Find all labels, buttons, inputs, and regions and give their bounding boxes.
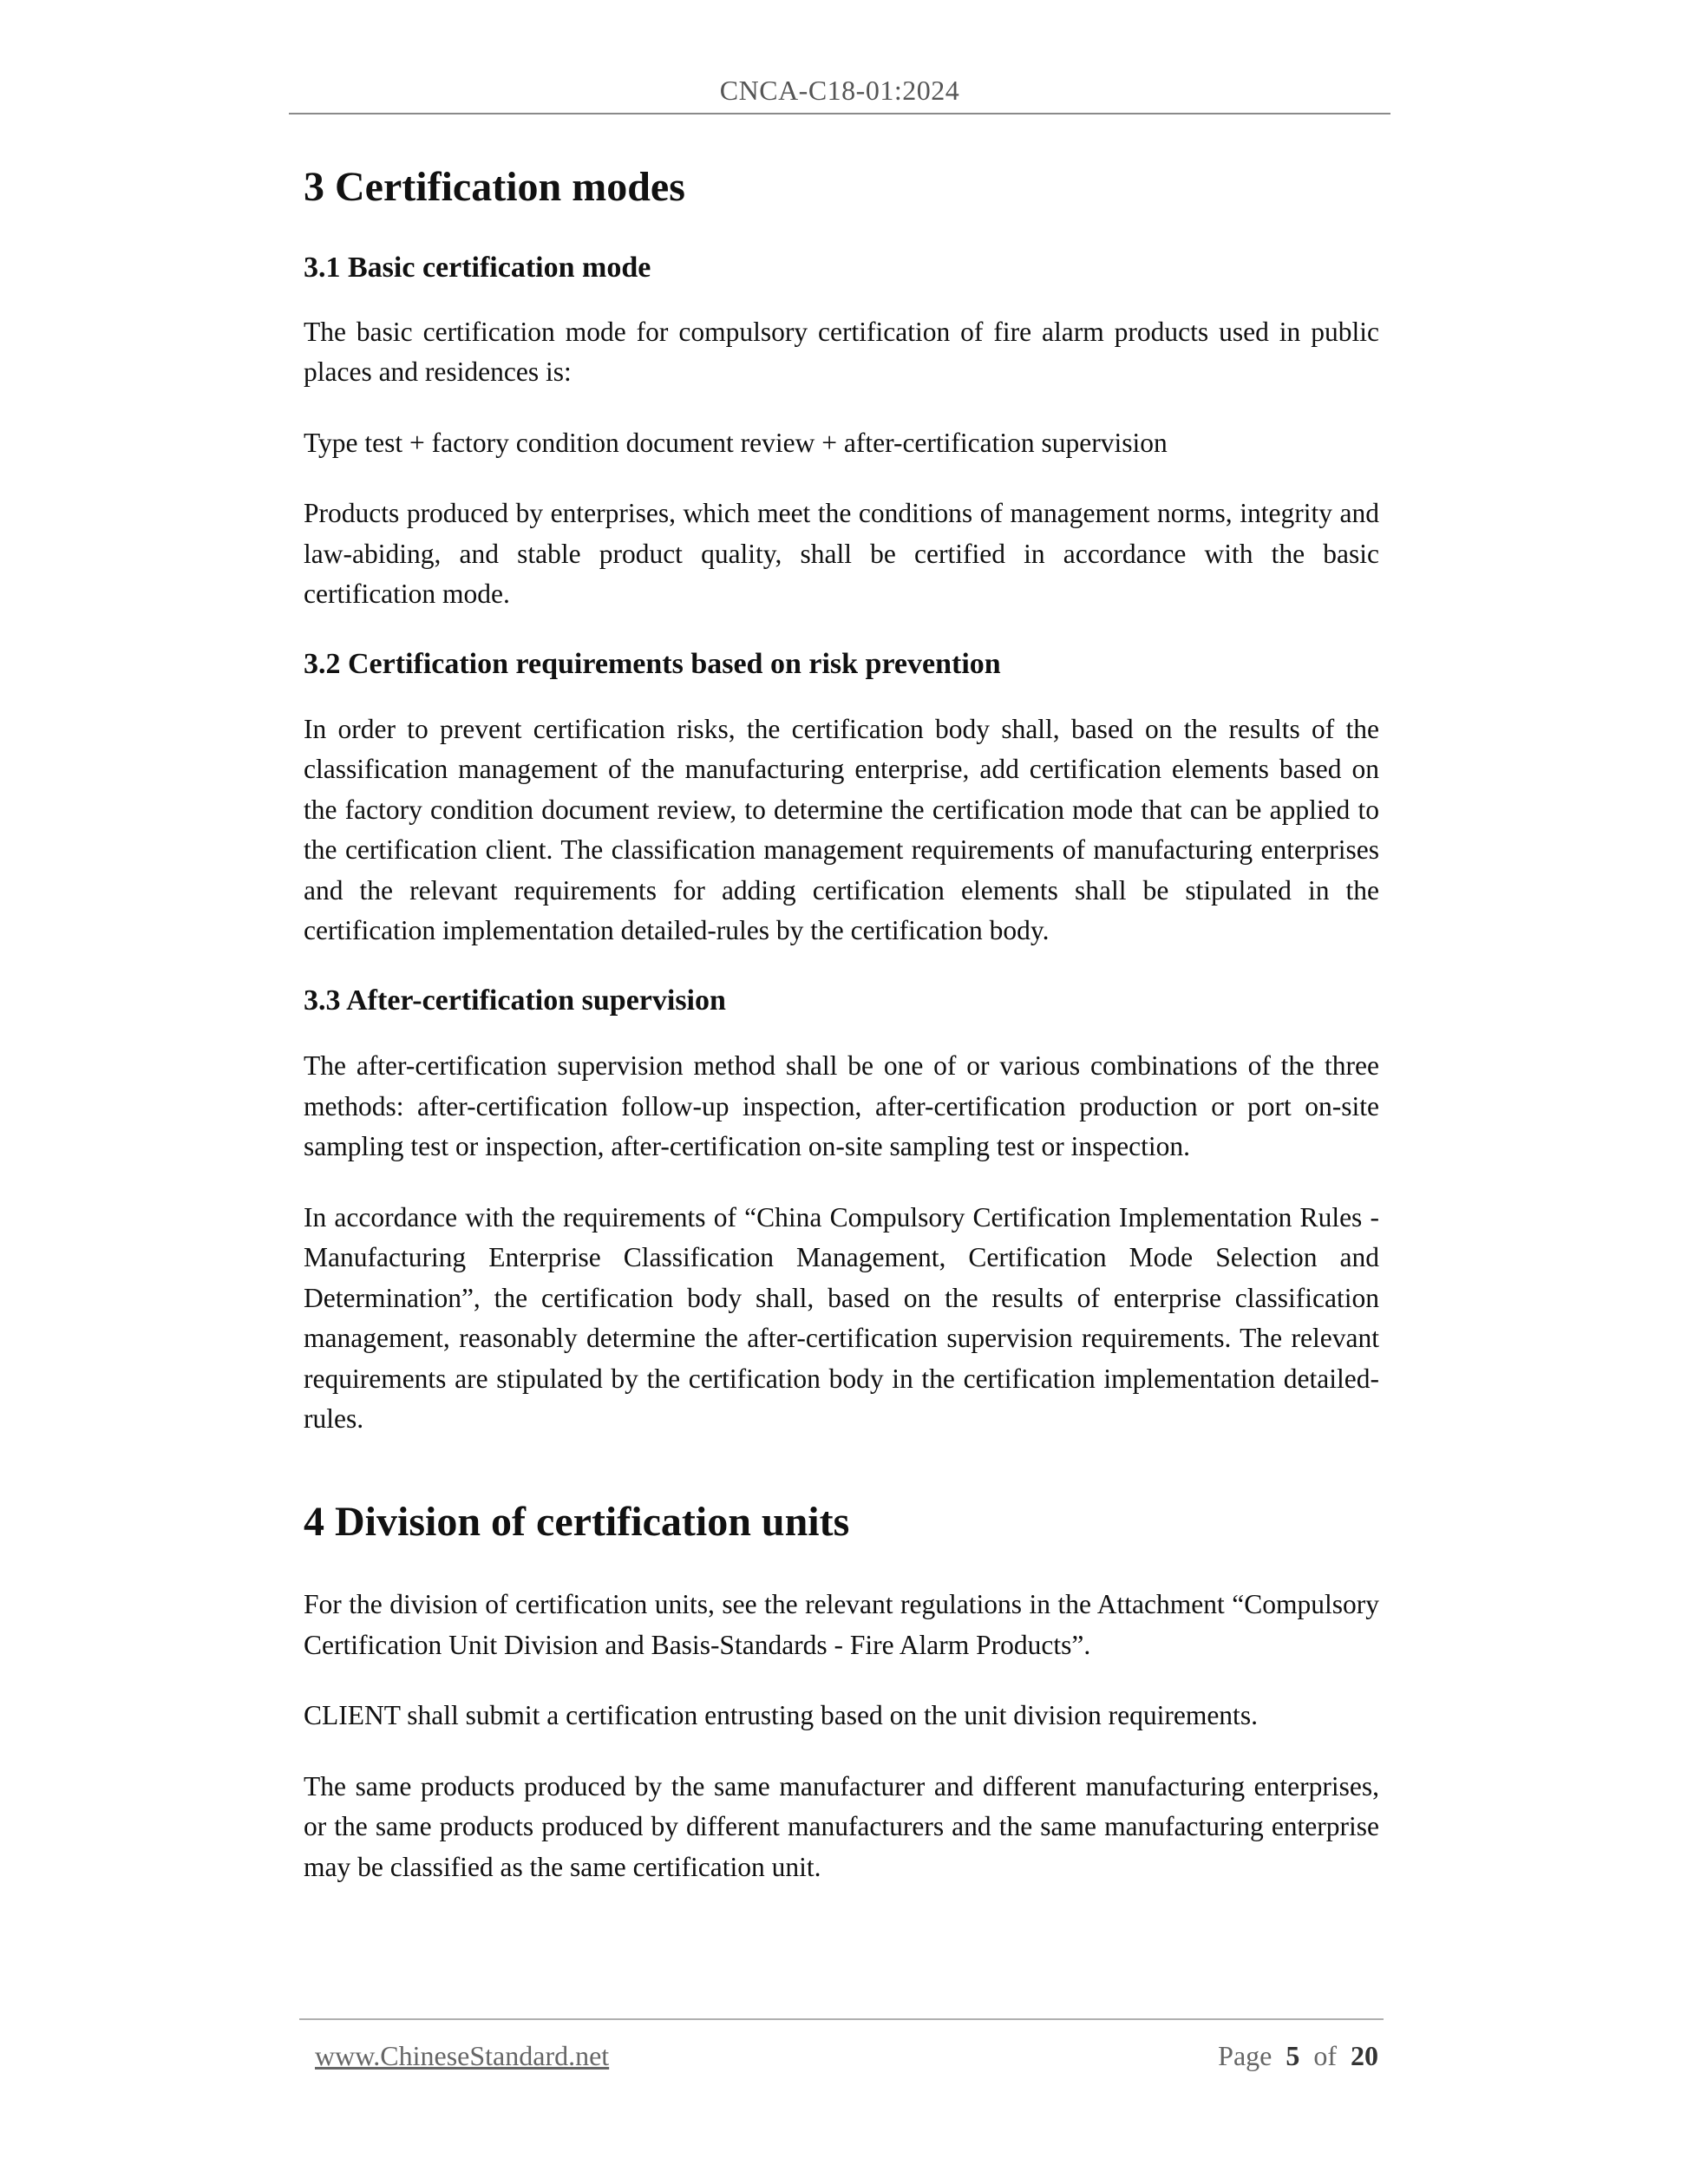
section-3-3-paragraph-1: The after-certification supervision method shall be one of or various combinations of the three methods: after-certification follow-up inspection, after-certification production or port on-site sampling test or inspection, after-certification on-site sampling test or inspection. — [304, 1050, 1379, 1162]
page-header — [289, 73, 1390, 114]
section-3-heading: 3 Certification modes — [304, 164, 685, 210]
section-3-3-paragraph-2: In accordance with the requirements of “China Compulsory Certification Implementation Rules - Manufacturing Enterprise Classification Management, Certification Mode Selection and Determination”, the certification body shall, based on the results of enterprise classification management, reasonably determine the after-certification supervision requirements. The relevant requirements are stipulated by the certification body in the certification implementation detailed-rules. — [304, 1201, 1379, 1435]
section-3-1-paragraph-2: Type test + factory condition document review + after-certification supervision — [304, 427, 1168, 458]
website-link[interactable]: www.ChineseStandard.net — [315, 2040, 610, 2071]
section-4-heading: 4 Division of certification units — [304, 1498, 850, 1545]
section-4-paragraph-1: For the division of certification units, see the relevant regulations in the Attachment “Compulsory Certification Unit Division and Basis-Standards - Fire Alarm Products”. — [304, 1589, 1379, 1660]
section-4-paragraph-2: CLIENT shall submit a certification entrusting based on the unit division requirements. — [304, 1700, 1258, 1731]
section-4-paragraph-3: The same products produced by the same manufacturer and different manufacturing enterprises, or the same products produced by different manufacturers and the same manufacturing enterprise may be classified as the same certification unit. — [304, 1770, 1379, 1882]
section-3-2-heading: 3.2 Certification requirements based on risk prevention — [304, 647, 1001, 680]
document-code: CNCA-C18-01:2024 — [719, 75, 960, 106]
section-3-3-heading: 3.3 After-certification supervision — [304, 984, 726, 1017]
section-3-2-paragraph-1: In order to prevent certification risks, the certification body shall, based on the results of the classification management of the manufacturing enterprise, add certification elements based on the factory condition document review, to determine the certification mode that can be applied to the certification client. The classification management requirements of manufacturing enterprises and the relevant requirements for adding certification elements shall be stipulated in the certification implementation detailed-rules by the certification body. — [304, 713, 1379, 946]
section-3-1-heading: 3.1 Basic certification mode — [304, 251, 651, 284]
document-body — [304, 147, 1379, 1887]
page-current: 5 — [1286, 2040, 1300, 2071]
of-label: of — [1313, 2040, 1337, 2071]
footer-divider — [299, 2018, 1384, 2020]
section-3-1-paragraph-3: Products produced by enterprises, which meet the conditions of management norms, integrity and law-abiding, and stable product quality, shall be certified in accordance with the basic certification mode. — [304, 498, 1379, 610]
page-number — [1218, 2040, 1378, 2072]
section-3-1-paragraph-1: The basic certification mode for compulsory certification of fire alarm products used in public places and residences is: — [304, 316, 1379, 388]
page-label: Page — [1218, 2040, 1273, 2071]
page-total: 20 — [1351, 2040, 1378, 2071]
